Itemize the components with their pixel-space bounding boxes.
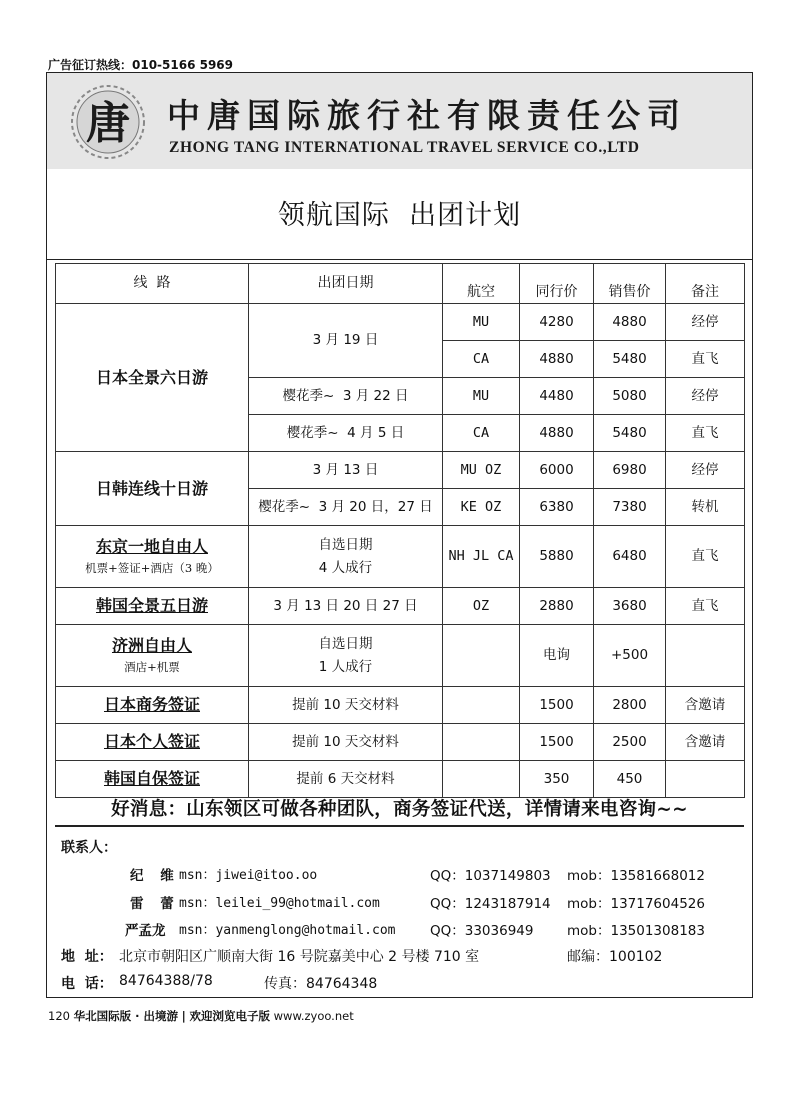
route-name: 韩国全景五日游 [95, 596, 208, 616]
note-cell [666, 625, 745, 687]
page-number: 120 [48, 1009, 70, 1023]
airline-cell [443, 687, 520, 724]
trade-price-cell: 4880 [520, 341, 594, 378]
route-name: 济洲自由人 [111, 636, 192, 656]
route-name: 日本全景六日游 [95, 367, 208, 387]
postcode: 邮编：100102 [567, 949, 663, 965]
page-footer [48, 1008, 354, 1024]
note-cell: 经停 [666, 452, 745, 489]
table-row [56, 687, 745, 724]
fax-number: 传真：84764348 [264, 976, 378, 992]
date-cell: 樱花季~ 3 月 22 日 [249, 378, 443, 415]
contact-qq: QQ：1037149803 [430, 868, 551, 884]
sale-price-cell: 4880 [594, 304, 666, 341]
route-name: 日本商务签证 [103, 695, 200, 715]
company-name-cn: 中唐国际旅行社有限责任公司 [167, 96, 687, 135]
airline-cell: OZ [443, 588, 520, 625]
airline-cell: NH JL CA [443, 526, 520, 588]
contact-mobile: mob：13717604526 [567, 896, 705, 912]
note-cell: 经停 [666, 304, 745, 341]
sale-price-cell: 7380 [594, 489, 666, 526]
sale-price-cell: 5080 [594, 378, 666, 415]
table-row [56, 625, 745, 687]
page-frame [46, 72, 753, 998]
trade-price-cell: 6000 [520, 452, 594, 489]
trade-price-cell: 2880 [520, 588, 594, 625]
page-title: 领航国际 出团计划 [277, 200, 522, 231]
note-cell [666, 761, 745, 798]
route-cell [56, 304, 249, 452]
date-cell [249, 526, 443, 588]
title-divider [47, 259, 752, 260]
table-header-row [56, 264, 745, 304]
route-cell [56, 526, 249, 588]
date-line: 自选日期 [318, 536, 373, 553]
airline-cell: MU OZ [443, 452, 520, 489]
date-cell: 樱花季~ 4 月 5 日 [249, 415, 443, 452]
news-banner: 好消息：山东领区可做各种团队，商务签证代送，详情请来电咨询~~ [111, 799, 688, 820]
date-cell [249, 625, 443, 687]
trade-price-cell: 4280 [520, 304, 594, 341]
footer-separator: | [181, 1009, 186, 1023]
airline-cell: CA [443, 341, 520, 378]
route-name: 韩国自保签证 [103, 769, 200, 789]
note-cell: 含邀请 [666, 724, 745, 761]
logo-glyph: 唐 [86, 98, 130, 149]
sale-price-cell: 450 [594, 761, 666, 798]
contact-row [47, 864, 752, 884]
publication-name: 华北国际版 · 出境游 [73, 1009, 178, 1023]
note-cell: 直飞 [666, 341, 745, 378]
contact-name: 纪 维 [130, 868, 180, 884]
airline-cell: MU [443, 304, 520, 341]
sale-price-cell: 5480 [594, 415, 666, 452]
route-cell [56, 724, 249, 761]
col-trade-price: 同行价 [520, 264, 594, 304]
trade-price-cell: 4880 [520, 415, 594, 452]
phone-label: 电 话： [61, 976, 113, 992]
route-subtitle: 酒店+机票 [124, 659, 180, 674]
note-cell: 转机 [666, 489, 745, 526]
footer-slogan: 欢迎浏览电子版 [189, 1009, 270, 1023]
trade-price-cell: 1500 [520, 724, 594, 761]
trade-price-cell: 350 [520, 761, 594, 798]
sale-price-cell: 5480 [594, 341, 666, 378]
company-header [47, 73, 752, 169]
route-name: 东京一地自由人 [95, 537, 208, 557]
route-cell [56, 761, 249, 798]
contact-qq: QQ：33036949 [430, 923, 534, 939]
contact-msn: msn：leilei_99@hotmail.com [179, 896, 380, 911]
contact-mobile: mob：13581668012 [567, 868, 705, 884]
date-cell: 提前 6 天交材料 [249, 761, 443, 798]
table-row [56, 304, 745, 341]
date-cell: 3 月 13 日 20 日 27 日 [249, 588, 443, 625]
note-cell: 直飞 [666, 526, 745, 588]
sale-price-cell: +500 [594, 625, 666, 687]
airline-cell [443, 761, 520, 798]
contact-name: 严孟龙 [125, 923, 166, 939]
company-logo [69, 83, 147, 161]
route-name: 日本个人签证 [103, 732, 200, 752]
table-row [56, 761, 745, 798]
date-cell: 樱花季~ 3 月 20 日，27 日 [249, 489, 443, 526]
date-cell: 3 月 13 日 [249, 452, 443, 489]
col-note: 备注 [666, 264, 745, 304]
airline-cell [443, 625, 520, 687]
trade-price-cell: 4480 [520, 378, 594, 415]
sale-price-cell: 2800 [594, 687, 666, 724]
note-cell: 直飞 [666, 588, 745, 625]
trade-price-cell: 电询 [520, 625, 594, 687]
col-sale-price: 销售价 [594, 264, 666, 304]
contact-row [47, 919, 752, 939]
trade-price-cell: 5880 [520, 526, 594, 588]
note-cell: 直飞 [666, 415, 745, 452]
tour-plan-table [55, 263, 745, 798]
col-date: 出团日期 [249, 264, 443, 304]
col-airline: 航空 [443, 264, 520, 304]
trade-price-cell: 1500 [520, 687, 594, 724]
address-label: 地 址： [61, 949, 113, 965]
date-line: 自选日期 [318, 635, 373, 652]
route-subtitle: 机票+签证+酒店（3 晚） [85, 560, 219, 575]
contacts-label: 联系人： [61, 840, 117, 856]
note-cell: 含邀请 [666, 687, 745, 724]
table-row [56, 724, 745, 761]
airline-cell: MU [443, 378, 520, 415]
table-row [56, 588, 745, 625]
company-name-en: ZHONG TANG INTERNATIONAL TRAVEL SERVICE CO.,LTD [169, 139, 640, 156]
contact-mobile: mob：13501308183 [567, 923, 705, 939]
col-route: 线 路 [56, 264, 249, 304]
route-cell [56, 625, 249, 687]
date-cell: 提前 10 天交材料 [249, 724, 443, 761]
contact-qq: QQ：1243187914 [430, 896, 551, 912]
sale-price-cell: 6480 [594, 526, 666, 588]
date-cell: 3 月 19 日 [249, 304, 443, 378]
airline-cell: KE OZ [443, 489, 520, 526]
route-cell [56, 588, 249, 625]
date-line: 4 人成行 [318, 559, 373, 576]
ad-hotline: 广告征订热线：010-5166 5969 [48, 58, 234, 72]
route-cell [56, 452, 249, 526]
phone-number: 84764388/78 [119, 973, 213, 989]
address-text: 北京市朝阳区广顺南大街 16 号院嘉美中心 2 号楼 710 室 [119, 949, 480, 965]
contact-msn: msn：jiwei@itoo.oo [179, 868, 318, 883]
contact-name: 雷 蕾 [130, 896, 180, 912]
footer-url[interactable]: www.zyoo.net [273, 1009, 354, 1023]
date-line: 1 人成行 [318, 658, 373, 675]
news-underline [55, 825, 744, 827]
trade-price-cell: 6380 [520, 489, 594, 526]
route-name: 日韩连线十日游 [95, 478, 208, 498]
date-cell: 提前 10 天交材料 [249, 687, 443, 724]
table-row [56, 452, 745, 489]
sale-price-cell: 3680 [594, 588, 666, 625]
contact-msn: msn：yanmenglong@hotmail.com [179, 923, 396, 938]
airline-cell [443, 724, 520, 761]
note-cell: 经停 [666, 378, 745, 415]
airline-cell: CA [443, 415, 520, 452]
table-row [56, 526, 745, 588]
sale-price-cell: 2500 [594, 724, 666, 761]
contact-row [47, 892, 752, 912]
route-cell [56, 687, 249, 724]
sale-price-cell: 6980 [594, 452, 666, 489]
